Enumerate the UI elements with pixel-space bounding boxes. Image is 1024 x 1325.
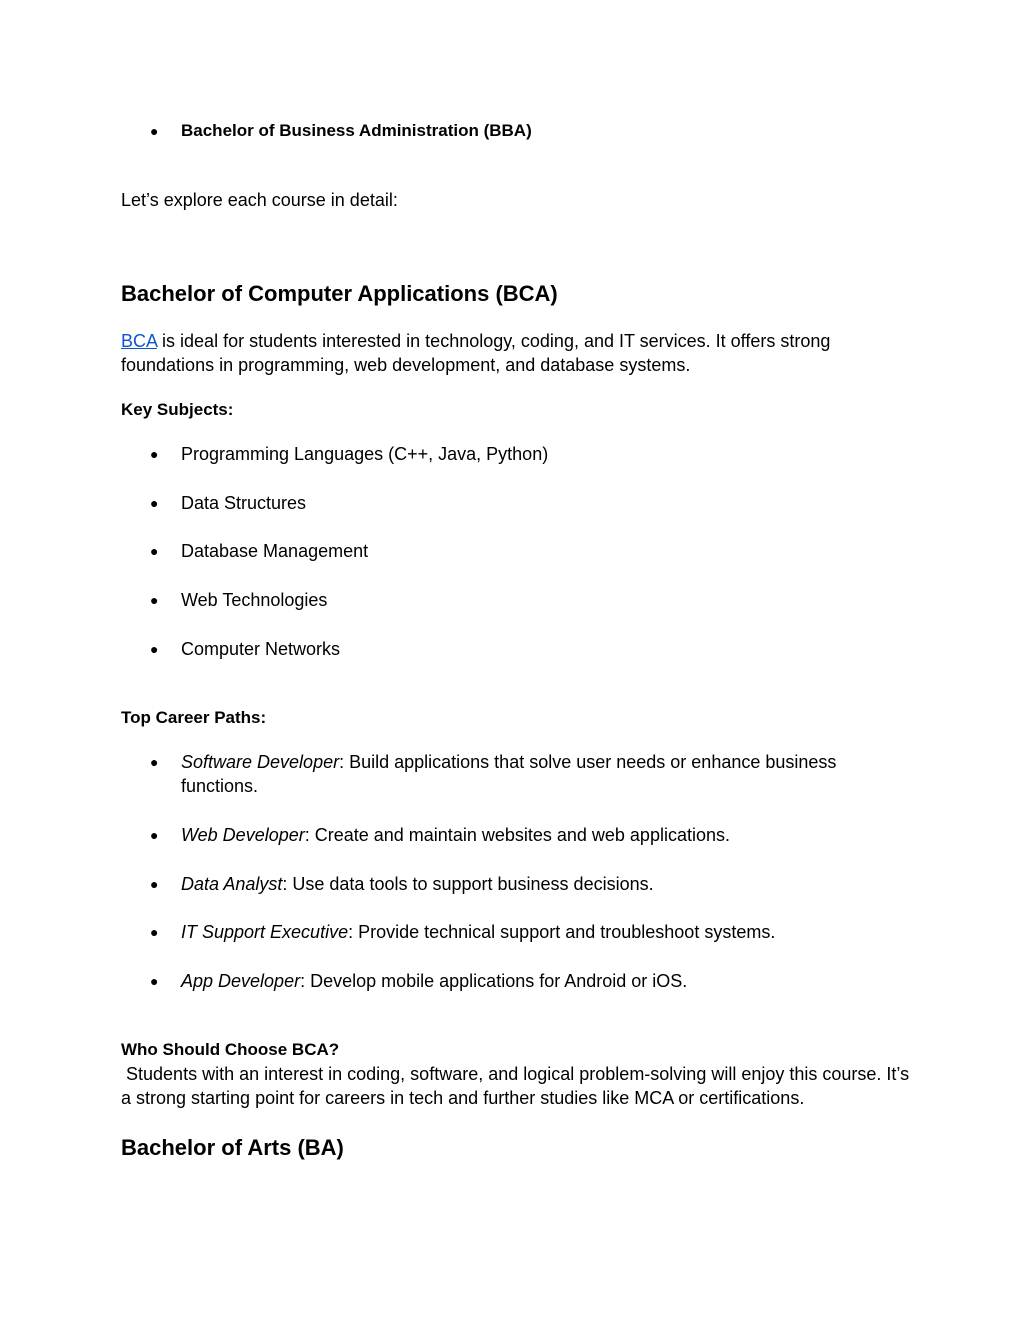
career-text [181,872,881,896]
list-item-text: Bachelor of Business Administration (BBA) [181,121,532,140]
career-desc: : Develop mobile applications for Android or iOS. [300,971,688,991]
subject-text: Programming Languages (C++, Java, Python) [181,444,549,464]
career-desc: : Create and maintain websites and web applications. [304,825,730,845]
section-heading-bca: Bachelor of Computer Applications (BCA) [121,281,558,306]
intro-paragraph: Let’s explore each course in detail: [121,190,398,210]
career-title: Data Analyst [181,874,283,894]
bullet-icon: ● [150,592,159,608]
subject-text: Database Management [181,541,369,561]
bca-link[interactable]: BCA [121,331,158,351]
bullet-icon: ● [150,495,159,511]
who-should-choose-label: Who Should Choose BCA? [121,1040,340,1059]
career-title: App Developer [181,971,301,991]
career-desc: : Use data tools to support business decisions. [282,874,654,894]
career-text [181,823,881,847]
career-desc: : Provide technical support and troubleshoot systems. [348,922,776,942]
bullet-icon: ● [150,876,159,892]
career-paths-label: Top Career Paths: [121,708,267,727]
career-text [181,750,871,798]
career-title: Software Developer [181,752,340,772]
bullet-icon: ● [150,123,159,139]
subject-text: Web Technologies [181,590,328,610]
career-text [181,969,881,993]
bullet-icon: ● [150,446,159,462]
career-desc: : Build applications that solve user needs or enhance business functions. [181,752,837,796]
bullet-icon: ● [150,754,159,770]
bullet-icon: ● [150,827,159,843]
who-should-choose-text: Students with an interest in coding, software, and logical problem-solving will enjoy this course. It’s a strong starting point for careers in tech and further studies like MCA or certifications. [121,1064,915,1108]
key-subjects-label: Key Subjects: [121,400,234,419]
career-title: IT Support Executive [181,922,349,942]
bullet-icon: ● [150,641,159,657]
bullet-icon: ● [150,924,159,940]
bullet-icon: ● [150,543,159,559]
career-title: Web Developer [181,825,305,845]
career-text [181,920,881,944]
subject-text: Computer Networks [181,639,341,659]
subject-text: Data Structures [181,493,307,513]
bca-description-text: is ideal for students interested in technology, coding, and IT services. It offers strong foundations in programming, web development, and database systems. [121,331,831,375]
section-heading-ba: Bachelor of Arts (BA) [121,1135,344,1160]
bca-description [121,329,911,377]
bullet-icon: ● [150,973,159,989]
